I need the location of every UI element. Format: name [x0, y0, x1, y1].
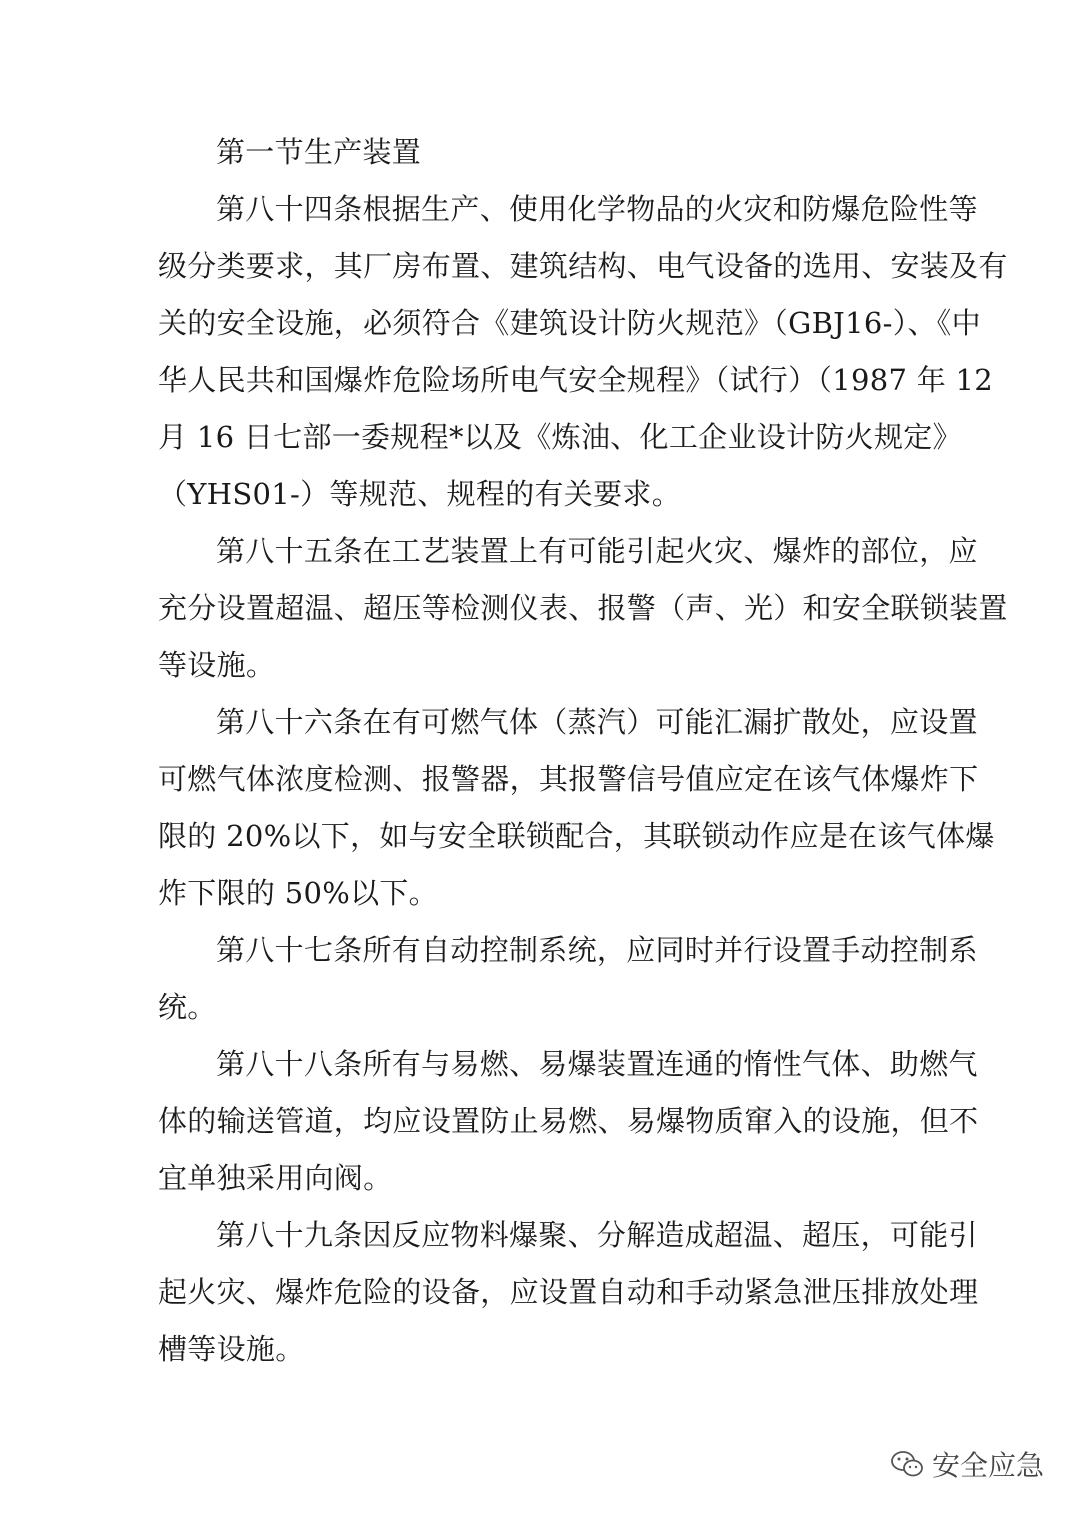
paragraph-line: 可燃气体浓度检测、报警器，其报警信号值应定在该气体爆炸下	[158, 762, 979, 796]
paragraph-line: 限的 20%以下，如与安全联锁配合，其联锁动作应是在该气体爆	[158, 819, 995, 853]
paragraph-line: 关的安全设施，必须符合《建筑设计防火规范》（GBJ16-）、《中	[158, 306, 981, 340]
paragraph-line: 宜单独采用向阀。	[158, 1161, 393, 1195]
watermark	[890, 1444, 1044, 1484]
paragraph-line: （YHS01-）等规范、规程的有关要求。	[158, 477, 682, 511]
paragraph-line: 华人民共和国爆炸危险场所电气安全规程》（试行）（1987 年 12	[158, 363, 994, 397]
paragraph-line: 起火灾、爆炸危险的设备，应设置自动和手动紧急泄压排放处理	[158, 1275, 979, 1309]
paragraph-line: 槽等设施。	[158, 1332, 305, 1366]
section-heading: 第一节生产装置	[216, 135, 422, 169]
paragraph-line: 等设施。	[158, 648, 276, 682]
document-body	[158, 124, 1008, 1378]
paragraph-line: 第八十八条所有与易燃、易爆装置连通的惰性气体、助燃气	[216, 1047, 978, 1081]
paragraph-line: 体的输送管道，均应设置防止易燃、易爆物质窜入的设施，但不	[158, 1104, 979, 1138]
paragraph-line: 第八十七条所有自动控制系统，应同时并行设置手动控制系	[216, 933, 978, 967]
paragraph-line: 第八十五条在工艺装置上有可能引起火灾、爆炸的部位，应	[216, 534, 978, 568]
watermark-text: 安全应急	[931, 1449, 1044, 1482]
paragraph-line: 级分类要求，其厂房布置、建筑结构、电气设备的选用、安装及有	[158, 249, 1008, 283]
paragraph-line: 统。	[158, 990, 217, 1024]
paragraph-line: 第八十九条因反应物料爆聚、分解造成超温、超压，可能引	[216, 1218, 978, 1252]
paragraph-line: 第八十四条根据生产、使用化学物品的火灾和防爆危险性等	[216, 192, 978, 226]
wechat-icon	[890, 1449, 924, 1479]
paragraph-line: 炸下限的 50%以下。	[158, 876, 438, 910]
paragraph-line: 第八十六条在有可燃气体（蒸汽）可能汇漏扩散处，应设置	[216, 705, 978, 739]
paragraph-line: 充分设置超温、超压等检测仪表、报警（声、光）和安全联锁装置	[158, 591, 1008, 625]
paragraph-line: 月 16 日七部一委规程*以及《炼油、化工企业设计防火规定》	[158, 420, 962, 454]
